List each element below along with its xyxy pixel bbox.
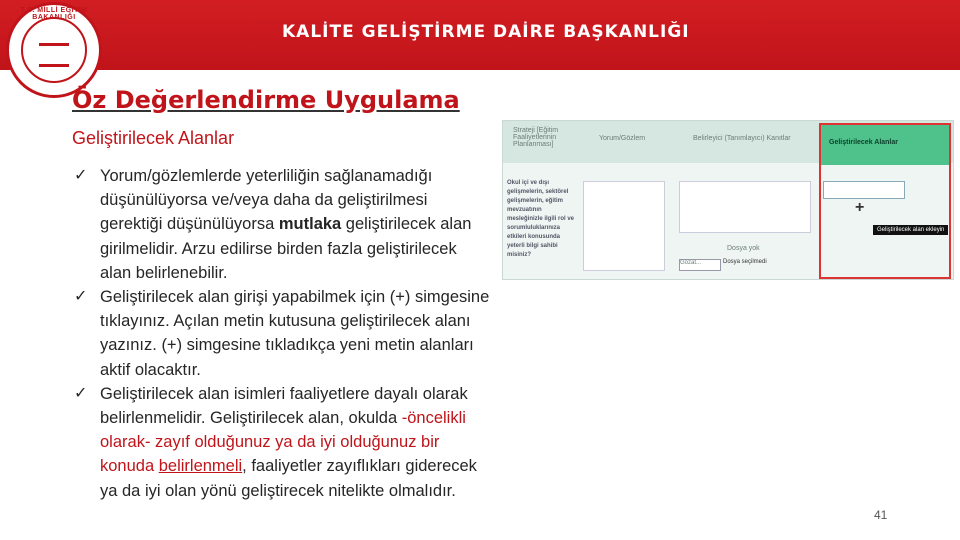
emphasis-text: mutlaka: [278, 215, 342, 234]
comment-textarea[interactable]: [583, 181, 665, 271]
file-selected-text: Dosya seçilmedi: [723, 259, 767, 265]
bullet-text: , faaliyetler zayıflıkları giderecek ya da iyi olan yönü geliştirecek nitelikte olmalıdır.: [100, 457, 477, 500]
header-title: KALİTE GELİŞTİRME DAİRE BAŞKANLIĞI: [282, 22, 690, 42]
bullet-text: geliştirilecek alan girilmelidir. Arzu edilirse birden fazla geliştirilecek alan belirlenebilir.: [100, 215, 472, 282]
bullet-text: Yorum/gözlemlerde yeterliliğin sağlanamadığı düşünülüyorsa ve/veya daha da geliştirilmesi gerektiği düşünülüyorsa: [100, 167, 433, 234]
book-icon: [39, 43, 69, 67]
page-number: 41: [874, 508, 888, 522]
evidence-textarea[interactable]: [679, 181, 811, 233]
bullet-text: Geliştirilecek alan girişi yapabilmek için (+) simgesine tıklayınız. Açılan metin kutusuna geliştirilecek alanı yazınız. (+) simgesine tıkladıkça yeni metin alanları aktif olacaktır.: [100, 288, 490, 379]
page-title: Öz Değerlendirme Uygulama: [72, 86, 460, 114]
tooltip-label: Geliştirilecek alan ekleyin: [873, 225, 948, 235]
file-status: Dosya yok: [727, 245, 760, 252]
highlight-text: -öncelikli olarak- zayıf olduğunuz ya da iyi olduğunuz bir konuda: [100, 409, 466, 476]
list-item: [72, 285, 492, 382]
bullet-text: Geliştirilecek alan isimleri faaliyetlere dayalı olarak belirlenmelidir. Geliştirilecek alan, okulda: [100, 384, 468, 428]
check-icon: ✓: [74, 288, 88, 306]
add-area-button[interactable]: +: [855, 199, 865, 216]
highlight-underline-text: belirlenmeli: [158, 457, 243, 476]
improvement-input[interactable]: [823, 181, 905, 199]
ministry-logo: [6, 2, 102, 98]
logo-emblem: [21, 17, 87, 83]
form-screenshot: [502, 120, 954, 280]
column-header-comment: Yorum/Gözlem: [599, 135, 646, 142]
section-subtitle: Geliştirilecek Alanlar: [72, 128, 235, 148]
list-item: [72, 164, 492, 285]
column-header-strategy: Strateji [Eğitim Faaliyetlerinin Planlanması]: [513, 127, 559, 148]
header-bar: [0, 0, 960, 70]
column-header-improvement: [821, 125, 949, 165]
instruction-list: [72, 164, 492, 503]
list-item: [72, 382, 492, 503]
check-icon: ✓: [74, 167, 88, 184]
improvement-column: [819, 123, 951, 279]
column-header-evidence: Belirleyici (Tanımlayıcı) Kanıtlar: [693, 135, 791, 142]
logo-text: T.C. MİLLİ EĞİTİM BAKANLIĞI: [20, 7, 88, 21]
check-icon: ✓: [74, 384, 88, 402]
question-text: Okul içi ve dışı gelişmelerin, sektörel gelişmelerin, eğitim mevzuatının mesleğinizle ilgili rol ve sorumluluklarınıza etkileri konusunda yeterli bilgi sahibi misiniz?: [507, 180, 575, 258]
browse-button[interactable]: Gözat...: [679, 259, 721, 271]
column-header-label: Geliştirilecek Alanlar: [829, 139, 898, 146]
